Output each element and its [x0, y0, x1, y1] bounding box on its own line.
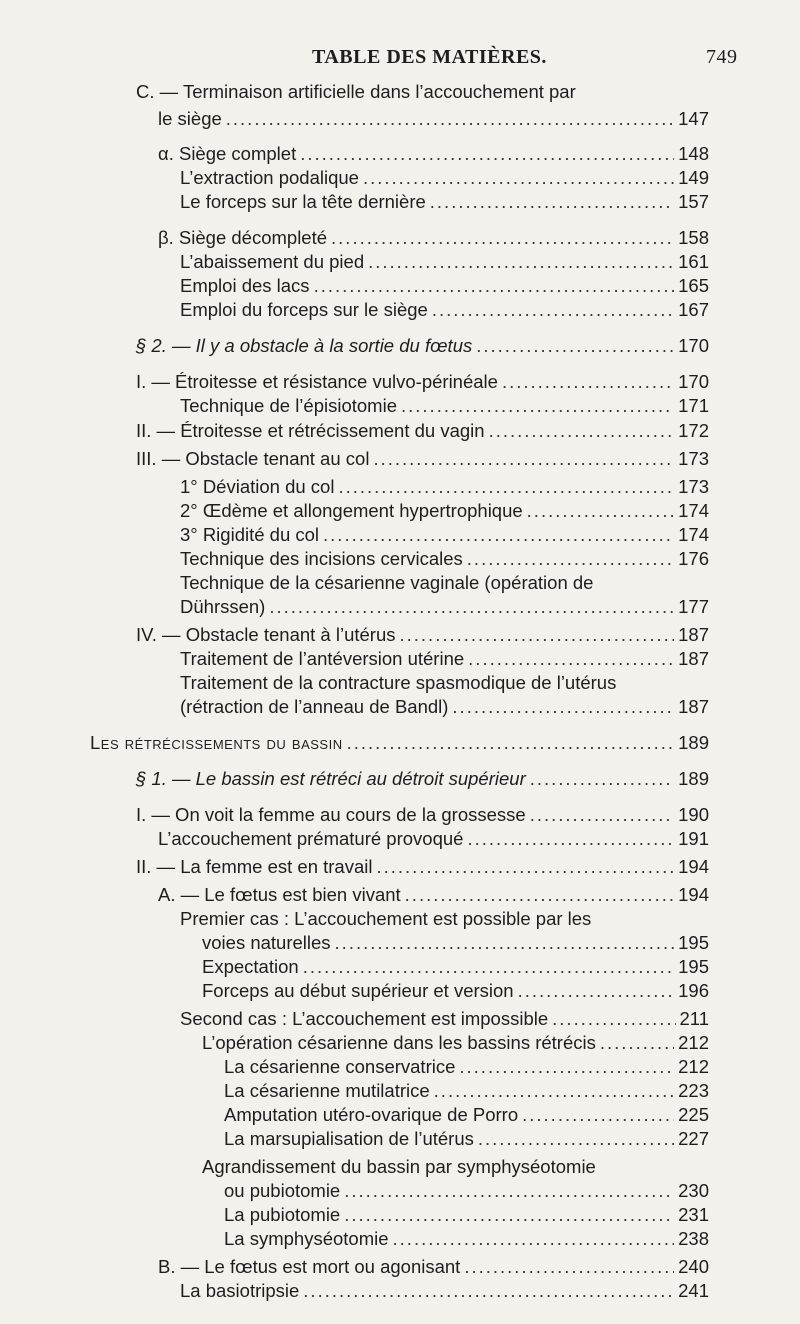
- toc-entry: [180, 274, 709, 298]
- toc-page-number: 195: [678, 956, 709, 977]
- toc-entry: [180, 547, 709, 571]
- toc-entry: [224, 1227, 709, 1251]
- dot-leader: [226, 107, 674, 131]
- toc-label: II. — Étroitesse et rétrécissement du vagin: [136, 420, 485, 441]
- toc-label: 1° Déviation du col: [180, 476, 335, 497]
- toc-line: [0, 1127, 800, 1151]
- toc-label: ou pubiotomie: [224, 1180, 341, 1201]
- toc-entry: [224, 1179, 709, 1203]
- toc-label: voies naturelles: [202, 932, 331, 953]
- toc-page-number: 174: [678, 500, 709, 521]
- dot-leader: [530, 767, 674, 791]
- toc-page-number: 170: [678, 335, 709, 356]
- toc-line: [0, 499, 800, 523]
- toc-line: [0, 166, 800, 190]
- toc-entry: [224, 1055, 709, 1079]
- toc-entry: [158, 1255, 709, 1279]
- dot-leader: [405, 883, 674, 907]
- dot-leader: [476, 334, 674, 358]
- toc-page-number: 196: [678, 980, 709, 1001]
- toc-label: § 1. — Le bassin est rétréci au détroit supérieur: [136, 768, 526, 789]
- toc-label: IV. — Obstacle tenant à l’utérus: [136, 624, 396, 645]
- toc-entry: [136, 370, 709, 394]
- dot-leader: [401, 394, 674, 418]
- toc-entry: [136, 334, 709, 358]
- toc-label: Amputation utéro-ovarique de Porro: [224, 1104, 519, 1125]
- toc-page-number: 167: [678, 299, 709, 320]
- toc-label: 2° Œdème et allongement hypertrophique: [180, 500, 523, 521]
- toc-label: Traitement de l’antéversion utérine: [180, 648, 465, 669]
- toc-line: [0, 767, 800, 791]
- toc-label: Emploi des lacs: [180, 275, 310, 296]
- dot-leader: [452, 695, 674, 719]
- dot-leader: [314, 274, 675, 298]
- toc-line: [0, 803, 800, 827]
- toc-label: La césarienne mutilatrice: [224, 1080, 430, 1101]
- toc-line: [0, 1055, 800, 1079]
- toc-entry: [158, 226, 709, 250]
- toc-line: [0, 1255, 800, 1279]
- dot-leader: [530, 803, 674, 827]
- running-title: TABLE DES MATIÈRES.: [312, 46, 547, 68]
- dot-leader: [502, 370, 674, 394]
- toc-label: Forceps au début supérieur et version: [202, 980, 514, 1001]
- dot-leader: [518, 979, 675, 1003]
- toc-label: § 2. — Il y a obstacle à la sortie du fœtus: [136, 335, 473, 356]
- toc-label: Dührssen): [180, 596, 266, 617]
- dot-leader: [376, 855, 674, 879]
- toc-line: [0, 571, 800, 595]
- toc-page-number: 158: [678, 227, 709, 248]
- dot-leader: [300, 142, 674, 166]
- toc-label: La pubiotomie: [224, 1204, 341, 1225]
- toc-label: α. Siège complet: [158, 143, 297, 164]
- toc-label: C. — Terminaison artificielle dans l’accouchement par: [136, 81, 576, 102]
- toc-line: [0, 250, 800, 274]
- dot-leader: [527, 499, 674, 523]
- toc-entry: [180, 166, 709, 190]
- toc-line: [0, 955, 800, 979]
- toc-entry: [158, 107, 709, 131]
- toc-line: [0, 419, 800, 443]
- toc-entry: [136, 767, 709, 791]
- toc-page-number: 170: [678, 371, 709, 392]
- toc-label: A. — Le fœtus est bien vivant: [158, 884, 401, 905]
- toc-page-number: 149: [678, 167, 709, 188]
- toc-entry: [180, 394, 709, 418]
- toc-entry: [224, 1079, 709, 1103]
- toc-label: le siège: [158, 108, 222, 129]
- dot-leader: [335, 931, 675, 955]
- toc-entry: [180, 647, 709, 671]
- toc-page-number: 238: [678, 1228, 709, 1249]
- toc-entry: [90, 731, 709, 755]
- toc-line: [0, 475, 800, 499]
- toc-label: III. — Obstacle tenant au col: [136, 448, 370, 469]
- toc-label: La symphyséotomie: [224, 1228, 389, 1249]
- toc-label: Technique de la césarienne vaginale (opération de: [180, 572, 594, 593]
- toc-page-number: 165: [678, 275, 709, 296]
- toc-line: [0, 190, 800, 214]
- toc-entry: [180, 499, 709, 523]
- toc-page-number: 240: [678, 1256, 709, 1277]
- dot-leader: [430, 190, 674, 214]
- toc-page-number: 147: [678, 108, 709, 129]
- toc-entry: [180, 523, 709, 547]
- toc-label: (rétraction de l’anneau de Bandl): [180, 696, 449, 717]
- toc-line: [0, 731, 800, 755]
- dot-leader: [522, 1103, 674, 1127]
- dot-leader: [347, 731, 675, 755]
- dot-leader: [459, 1055, 674, 1079]
- toc-line: [0, 623, 800, 647]
- dot-leader: [552, 1007, 675, 1031]
- toc-line: [0, 1031, 800, 1055]
- toc-line: [0, 647, 800, 671]
- toc-line: [0, 394, 800, 418]
- toc-line: [0, 907, 800, 931]
- toc-page-number: 171: [678, 395, 709, 416]
- toc-page-number: 230: [678, 1180, 709, 1201]
- page-number: 749: [706, 46, 738, 68]
- toc-label: Traitement de la contracture spasmodique de l’utérus: [180, 672, 617, 693]
- toc-page-number: 190: [678, 804, 709, 825]
- toc-line: [0, 142, 800, 166]
- dot-leader: [331, 226, 674, 250]
- toc-label: La césarienne conservatrice: [224, 1056, 456, 1077]
- dot-leader: [489, 419, 675, 443]
- toc-line: [0, 1227, 800, 1251]
- toc-page-number: 194: [678, 884, 709, 905]
- dot-leader: [344, 1203, 674, 1227]
- toc-page-number: 148: [678, 143, 709, 164]
- dot-leader: [400, 623, 675, 647]
- toc-entry: [180, 250, 709, 274]
- dot-leader: [393, 1227, 675, 1251]
- toc-page-number: 161: [678, 251, 709, 272]
- toc-label: Les rétrécissements du bassin: [90, 732, 343, 753]
- toc-label: La marsupialisation de l’utérus: [224, 1128, 474, 1149]
- toc-label: Expectation: [202, 956, 299, 977]
- toc-line: [0, 1079, 800, 1103]
- toc-line: [0, 827, 800, 851]
- toc-entry: [180, 695, 709, 719]
- toc-page-number: 187: [678, 624, 709, 645]
- toc-entry: [180, 595, 709, 619]
- toc-label: β. Siège décompleté: [158, 227, 328, 248]
- toc-page-number: 195: [678, 932, 709, 953]
- toc-line: [0, 671, 800, 695]
- toc-line: [0, 80, 800, 104]
- toc-label: II. — La femme est en travail: [136, 856, 373, 877]
- toc-page-number: 174: [678, 524, 709, 545]
- dot-leader: [373, 447, 674, 471]
- toc-label: L’opération césarienne dans les bassins rétrécis: [202, 1032, 596, 1053]
- toc-line: [0, 523, 800, 547]
- toc-page-number: 187: [678, 648, 709, 669]
- dot-leader: [467, 827, 674, 851]
- toc-entry: [180, 190, 709, 214]
- toc-label: Second cas : L’accouchement est impossible: [180, 1008, 549, 1029]
- toc-page-number: 177: [678, 596, 709, 617]
- toc-page-number: 212: [678, 1056, 709, 1077]
- toc-page-number: 173: [678, 448, 709, 469]
- toc-label: I. — On voit la femme au cours de la grossesse: [136, 804, 526, 825]
- dot-leader: [432, 298, 674, 322]
- toc-entry: [180, 475, 709, 499]
- toc-line: [0, 1279, 800, 1303]
- toc-entry: [202, 979, 709, 1003]
- dot-leader: [269, 595, 674, 619]
- toc-page-number: 223: [678, 1080, 709, 1101]
- dot-leader: [600, 1031, 674, 1055]
- toc-page-number: 225: [678, 1104, 709, 1125]
- dot-leader: [368, 250, 674, 274]
- toc-label: 3° Rigidité du col: [180, 524, 320, 545]
- toc-label: Technique de l’épisiotomie: [180, 395, 397, 416]
- dot-leader: [344, 1179, 674, 1203]
- toc-entry: [224, 1103, 709, 1127]
- toc-page-number: 172: [678, 420, 709, 441]
- toc-entry: [180, 298, 709, 322]
- toc-page-number: 173: [678, 476, 709, 497]
- toc-line: [0, 1179, 800, 1203]
- toc-line: [0, 334, 800, 358]
- toc-line: [0, 274, 800, 298]
- toc-line: [0, 1203, 800, 1227]
- toc-page-number: 231: [678, 1204, 709, 1225]
- toc-line: [0, 931, 800, 955]
- page-header: [0, 46, 800, 76]
- toc-line: [0, 370, 800, 394]
- toc-label: Technique des incisions cervicales: [180, 548, 463, 569]
- toc-entry: [202, 931, 709, 955]
- toc-label: L’accouchement prématuré provoqué: [158, 828, 464, 849]
- toc-entry: [202, 955, 709, 979]
- toc-line: [0, 226, 800, 250]
- toc-page-number: 212: [678, 1032, 709, 1053]
- toc-label: L’extraction podalique: [180, 167, 359, 188]
- toc-line: [0, 695, 800, 719]
- dot-leader: [468, 647, 674, 671]
- toc-page-number: 191: [678, 828, 709, 849]
- dot-leader: [303, 955, 674, 979]
- toc-label: L’abaissement du pied: [180, 251, 365, 272]
- toc-line: [0, 1103, 800, 1127]
- toc-entry: [202, 1031, 709, 1055]
- toc-line: [0, 107, 800, 131]
- toc-label: Le forceps sur la tête dernière: [180, 191, 426, 212]
- toc-line: [0, 547, 800, 571]
- dot-leader: [434, 1079, 674, 1103]
- dot-leader: [323, 523, 674, 547]
- toc-label: Premier cas : L’accouchement est possible par les: [180, 908, 592, 929]
- toc-entry: [136, 447, 709, 471]
- toc-entry: [136, 855, 709, 879]
- toc-page-number: 211: [679, 1008, 709, 1029]
- toc-page-number: 187: [678, 696, 709, 717]
- toc-page-number: 189: [678, 768, 709, 789]
- toc-page-number: 241: [678, 1280, 709, 1301]
- toc-page-number: 176: [678, 548, 709, 569]
- toc-entry: [180, 1007, 709, 1031]
- dot-leader: [467, 547, 674, 571]
- toc-entry: [224, 1203, 709, 1227]
- toc-line: [0, 1155, 800, 1179]
- toc-entry: [158, 142, 709, 166]
- toc-page-number: 189: [678, 732, 709, 753]
- toc-line: [0, 1007, 800, 1031]
- toc-entry: [158, 883, 709, 907]
- dot-leader: [478, 1127, 674, 1151]
- toc-line: [0, 298, 800, 322]
- toc-line: [0, 447, 800, 471]
- dot-leader: [338, 475, 674, 499]
- toc-line: [0, 883, 800, 907]
- toc-entry: [136, 623, 709, 647]
- toc-label: Agrandissement du bassin par symphyséotomie: [202, 1156, 596, 1177]
- toc-label: La basiotripsie: [180, 1280, 300, 1301]
- toc-page-number: 157: [678, 191, 709, 212]
- toc-page-number: 194: [678, 856, 709, 877]
- toc-line: [0, 855, 800, 879]
- toc-entry: [224, 1127, 709, 1151]
- toc-label: B. — Le fœtus est mort ou agonisant: [158, 1256, 461, 1277]
- dot-leader: [303, 1279, 674, 1303]
- toc-line: [0, 979, 800, 1003]
- dot-leader: [464, 1255, 674, 1279]
- dot-leader: [363, 166, 674, 190]
- toc-entry: [136, 419, 709, 443]
- toc-entry: [158, 827, 709, 851]
- toc-line: [0, 595, 800, 619]
- toc-entry: [136, 803, 709, 827]
- toc-page-number: 227: [678, 1128, 709, 1149]
- toc-label: I. — Étroitesse et résistance vulvo-périnéale: [136, 371, 498, 392]
- toc-label: Emploi du forceps sur le siège: [180, 299, 428, 320]
- toc-entry: [180, 1279, 709, 1303]
